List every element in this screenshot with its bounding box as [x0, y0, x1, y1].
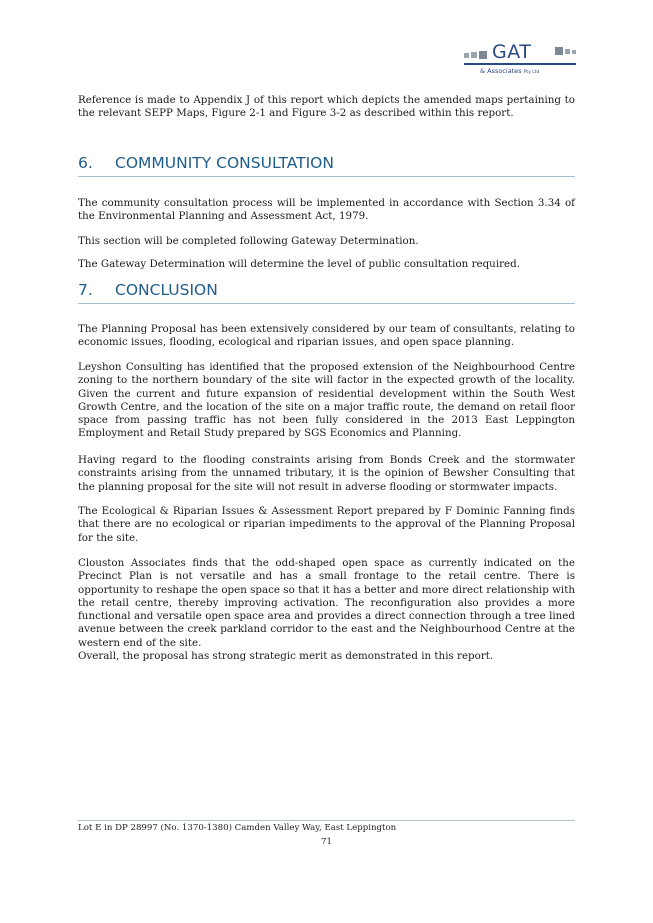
section-7-number: 7.	[78, 281, 93, 299]
gat-logo	[464, 41, 576, 80]
section-7-body	[78, 454, 575, 494]
section-6-heading	[78, 154, 575, 177]
section-7-body	[78, 361, 575, 441]
section-6-paragraph: The community consultation process will be implemented in accordance with Section 3.34 of the Environmental Planning and Assessment Act, 1979.	[78, 197, 575, 223]
section-7-body	[78, 323, 575, 350]
logo-square	[479, 51, 487, 59]
section-7-paragraph: The Ecological & Riparian Issues & Assessment Report prepared by F Dominic Fanning finds that there are no ecological or riparian impediments to the approval of the Planning Proposal for the site.	[78, 505, 575, 544]
section-7-paragraph: Having regard to the flooding constraints arising from Bonds Creek and the stormwater constraints arising from the unnamed tributary, it is the opinion of Bewsher Consulting that the planning proposal for the site will not result in adverse flooding or stormwater impacts.	[78, 454, 575, 493]
logo-subtitle-suffix: Pty Ltd	[523, 70, 540, 75]
section-6-body	[78, 235, 575, 248]
section-7-body	[78, 505, 575, 545]
intro-paragraph: Reference is made to Appendix J of this report which depicts the amended maps pertaining to the relevant SEPP Maps, Figure 2-1 and Figure 3-2 as described within this report.	[78, 94, 575, 120]
section-7-paragraph: Clouston Associates finds that the odd-shaped open space as currently indicated on the Precinct Plan is not versatile and has a small frontage to the retail centre. There is opportunity to reshape the open space so that it has a better and more direct relationship with the retail centre, thereby improving activation. The reconfiguration also provides a more functional and versatile open space area and provides a direct connection through a tree lined avenue between the creek parkland corridor to the east and the Neighbourhood Centre at the western end of the site.	[78, 557, 575, 649]
page-number: 71	[321, 837, 332, 847]
footer-divider	[78, 820, 575, 821]
logo-square	[555, 47, 563, 55]
logo-square	[471, 52, 477, 58]
section-7-heading	[78, 281, 575, 304]
section-7-paragraph: Overall, the proposal has strong strategic merit as demonstrated in this report.	[78, 650, 494, 662]
section-6-number: 6.	[78, 154, 93, 172]
footer-address: Lot E in DP 28997 (No. 1370-1380) Camden Valley Way, East Leppington	[78, 823, 397, 833]
section-6-paragraph: This section will be completed following Gateway Determination.	[78, 235, 419, 247]
section-7-title: CONCLUSION	[115, 281, 218, 299]
logo-rule	[464, 63, 576, 65]
section-6-body	[78, 258, 575, 271]
section-6-body	[78, 197, 575, 224]
intro-block	[78, 94, 575, 121]
logo-square	[464, 53, 469, 58]
section-7-paragraph: The Planning Proposal has been extensively considered by our team of consultants, relating to economic issues, flooding, ecological and riparian issues, and open space planning.	[78, 323, 575, 349]
logo-subtitle	[480, 67, 539, 75]
logo-square	[572, 50, 576, 54]
section-7-body	[78, 650, 575, 663]
logo-subtitle-text: & Associates	[480, 67, 522, 75]
section-6-title: COMMUNITY CONSULTATION	[115, 154, 334, 172]
section-7-body	[78, 557, 575, 650]
section-7-paragraph: Leyshon Consulting has identified that the proposed extension of the Neighbourhood Centre zoning to the northern boundary of the site will factor in the expected growth of the locality. Given the current and future expansion of residential development within the South West Growth Centre, and the location of the site on a major traffic route, the demand on retail floor space from passing traffic has not been fully considered in the 2013 East Leppington Employment and Retail Study prepared by SGS Economics and Planning.	[78, 361, 575, 440]
logo-wordmark: GAT	[492, 41, 532, 63]
section-6-paragraph: The Gateway Determination will determine the level of public consultation required.	[78, 258, 520, 270]
logo-square	[565, 49, 570, 54]
